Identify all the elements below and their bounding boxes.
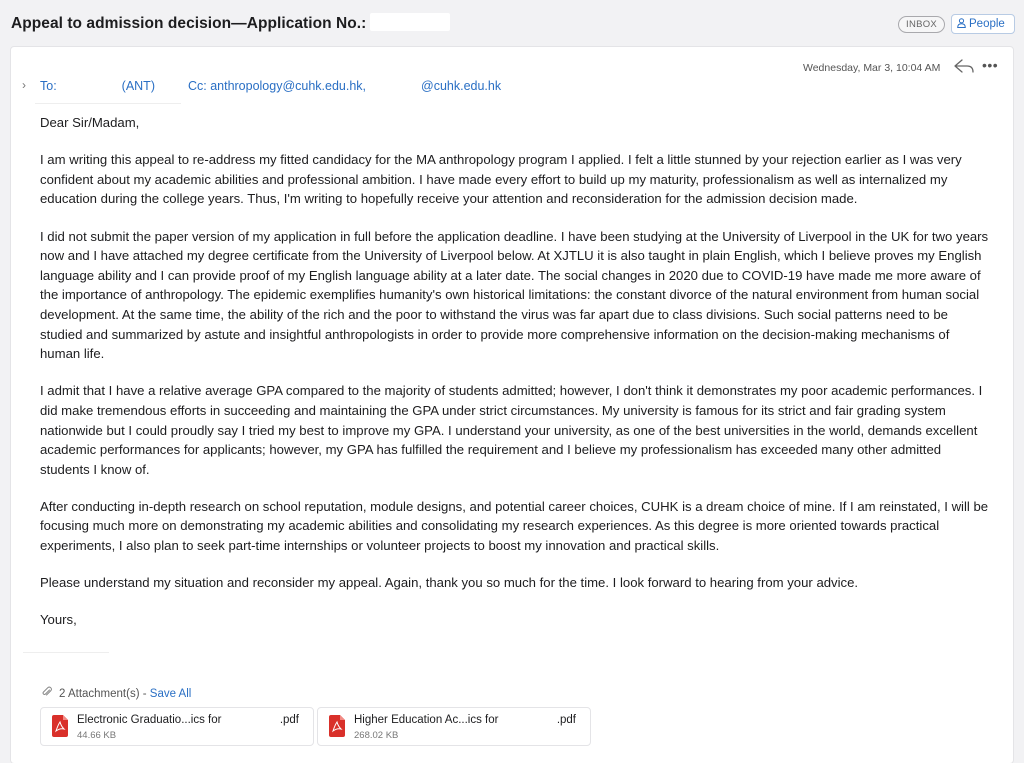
message-body <box>40 113 990 648</box>
paperclip-icon <box>41 686 53 698</box>
people-button[interactable] <box>951 14 1015 34</box>
expand-recipients-chevron-icon[interactable]: › <box>22 78 26 92</box>
attachment-size: 268.02 KB <box>354 730 399 741</box>
cc-label: Cc: <box>187 79 207 93</box>
redacted-application-number <box>370 13 450 31</box>
greeting: Dear Sir/Madam, <box>40 115 140 130</box>
attachment-extension: .pdf <box>556 714 576 726</box>
attachment-extension: .pdf <box>279 714 299 726</box>
people-label: People <box>969 18 1005 30</box>
attachments-header <box>41 686 191 700</box>
save-all-link[interactable]: Save All <box>149 688 192 700</box>
body-paragraph-4: After conducting in-depth research on school reputation, module designs, and potential career choices, CUHK is a dream choice of mine. If I am reinstated, I will be focusing much more on demonstrating my academic abilities and consolidating my research experiences. As this degree is more oriented towards practical experiments, I also plan to seek part-time internships or volunteer projects to boost my innovation and practical skills. <box>40 498 989 554</box>
reply-icon[interactable] <box>953 58 975 74</box>
body-paragraph-2: I did not submit the paper version of my application in full before the application deadline. I have been studying at the University of Liverpool in the UK for two years now and I have attached my degree certificate from the University of Liverpool below. At XJTLU it is also taught in plain English, which I believe proves my English language ability and I can provide proof of my English language ability at a later date. The social changes in 2020 due to COVID-19 have made me more aware of the importance of anthropology. The epidemic exemplifies humanity's own historical limitations: the constant divorce of the natural environment from human social development. At the same time, the ability of the rich and the poor to withstand the virus was far apart due to class divisions. Such social patterns need to be studied and summarized by astute and insightful anthropologists in order to provide more comprehensive information on the decision-making mechanisms of human life. <box>40 228 989 362</box>
message-toolbar <box>0 0 1024 46</box>
to-suffix: (ANT) <box>121 79 155 93</box>
attachment-count: 2 Attachment(s) <box>59 688 140 700</box>
redacted-recipient <box>60 78 118 90</box>
message-header <box>11 47 1013 97</box>
message-card <box>11 47 1013 763</box>
message-date: Wednesday, Mar 3, 10:04 AM <box>803 62 941 74</box>
attachment-item[interactable] <box>317 707 591 746</box>
signature-divider <box>23 652 109 653</box>
body-paragraph-3: I admit that I have a relative average GPA compared to the majority of students admitted; however, I don't think it demonstrates my poor academic performances. I did make tremendous efforts in succeeding and maintaining the GPA under strict circumstances. My university is famous for its strict and fair grading system nationwide but I could proudly say I tried my best to improve my GPA. I understand your university, as one of the best universities in the world, demands excellent academic performances for applicants; however, my GPA has fulfilled the requirement and I believe my professionalism has exceeded many other admitted students I know of. <box>40 383 983 477</box>
divider <box>35 103 181 104</box>
body-paragraph-1: I am writing this appeal to re-address my fitted candidacy for the MA anthropology program I applied. I felt a little stunned by your rejection earlier as I was very confident about my academic abilities and professional ambition. I have made every effort to build up my maturity, professionalism as well as internalized my education during the college years. Thus, I'm writing to hopefully receive your attention and reconsideration for the admission decision made. <box>40 152 962 207</box>
redacted-cc-name <box>370 78 418 90</box>
person-icon <box>957 18 966 28</box>
inbox-badge[interactable]: INBOX <box>898 16 945 33</box>
more-options-icon[interactable]: ••• <box>982 57 999 73</box>
closing: Yours, <box>40 612 77 628</box>
subject-text: Appeal to admission decision—Application No.: <box>11 15 367 33</box>
message-subject <box>11 15 450 33</box>
cc-address-1[interactable]: anthropology@cuhk.edu.hk, <box>210 79 367 93</box>
to-label: To: <box>40 79 57 93</box>
pdf-icon <box>52 715 68 737</box>
recipients-line[interactable] <box>40 78 501 93</box>
attachment-name: Electronic Graduatio...ics for .pdf <box>77 714 299 726</box>
attachment-name: Higher Education Ac...ics for .pdf <box>354 714 576 726</box>
body-paragraph-5: Please understand my situation and reconsider my appeal. Again, thank you so much for the time. I look forward to hearing from your advice. <box>40 575 859 591</box>
attachment-item[interactable] <box>40 707 314 746</box>
attachment-separator: - <box>139 688 150 700</box>
pdf-icon <box>329 715 345 737</box>
cc-address-2[interactable]: @cuhk.edu.hk <box>421 79 502 93</box>
attachment-size: 44.66 KB <box>77 730 117 741</box>
